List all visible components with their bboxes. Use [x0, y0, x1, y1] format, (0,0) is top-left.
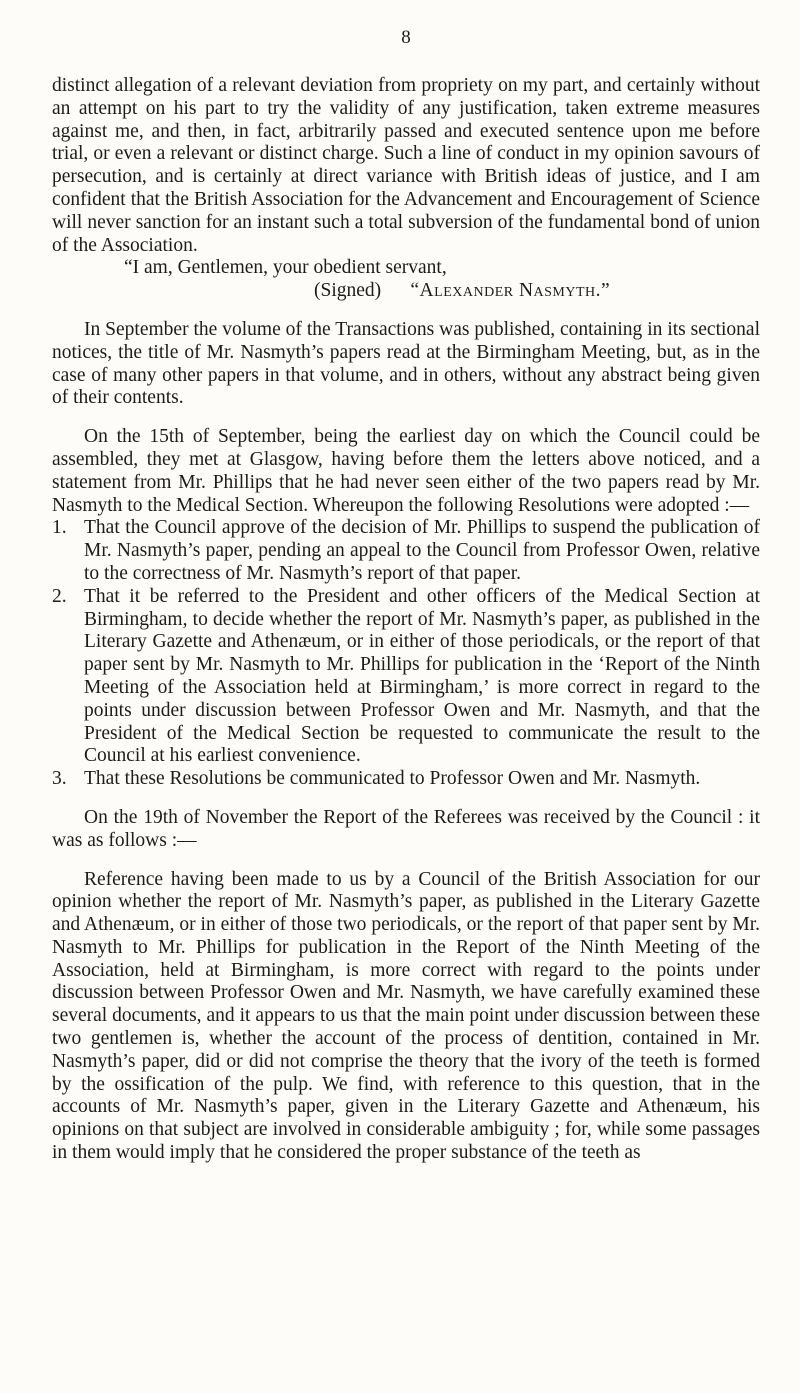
resolutions-list [52, 517, 760, 791]
letter-signature [314, 280, 760, 303]
resolution-item [52, 768, 760, 791]
signer-name: “Alexander Nasmyth.” [410, 280, 611, 302]
resolution-text: That it be referred to the President and other officers of the Medical Section at Birmingham, to decide whether the report of Mr. Nasmyth’s paper, as published in the Literary Gazette and Athenæum, or in either of those periodicals, or the report of that paper sent by Mr. Nasmyth to Mr. Phillips for publication in the ‘Report of the Ninth Meeting of the Association held at Birmingham,’ is more correct in regard to the points under discussion between Professor Owen and Mr. Nasmyth, and that the President of the Medical Section be requested to communicate the result to the Council at his earliest convenience. [84, 585, 760, 767]
referees-report-body: Reference having been made to us by a Council of the British Association for our opinion whether the report of Mr. Nasmyth’s paper, as published in the Literary Gazette and Athenæum, or in either of those two periodicals, or the report of that paper sent by Mr. Nasmyth to Mr. Phillips for publication in the Report of the Ninth Meeting of the Association, held at Birmingham, is more correct with regard to the points under discussion between Professor Owen and Mr. Nasmyth, we have carefully examined these several documents, and it appears to us that the main point under discussion between these two gentlemen is, whether the account of the process of dentition, contained in Mr. Nasmyth’s paper, did or did not comprise the theory that the ivory of the teeth is formed by the ossification of the pulp. We find, with reference to this question, that in the accounts of Mr. Nasmyth’s paper, given in the Literary Gazette and Athenæum, his opinions on that subject are involved in considerable ambiguity ; for, while some passages in them would imply that he considered the proper substance of the teeth as [52, 868, 760, 1164]
resolution-number: 2. [52, 585, 67, 607]
resolution-item [52, 517, 760, 585]
transactions-paragraph: In September the volume of the Transactions was published, containing in its sectional notices, the title of Mr. Nasmyth’s papers read at the Birmingham Meeting, but, as in the case of many other papers in that volume, and in others, without any abstract being given of their contents. [52, 318, 760, 409]
resolution-number: 3. [52, 768, 67, 790]
letter-closing: “I am, Gentlemen, your obedient servant, [124, 257, 447, 279]
resolution-item [52, 586, 760, 768]
resolution-number: 1. [52, 517, 67, 539]
signed-label: (Signed) [314, 280, 382, 302]
resolution-text: That these Resolutions be communicated to Professor Owen and Mr. Nasmyth. [84, 768, 701, 790]
resolution-text: That the Council approve of the decision of Mr. Phillips to suspend the publication of Mr. Nasmyth’s paper, pending an appeal to the Council from Professor Owen, relative to the correctness of Mr. Nasmyth’s report of that paper. [84, 517, 760, 584]
page-number: 8 [401, 27, 411, 48]
council-meeting-paragraph: On the 15th of September, being the earliest day on which the Council could be assembled, they met at Glasgow, having before them the letters above noticed, and a statement from Mr. Phillips that he had never seen either of the two papers read by Mr. Nasmyth to the Medical Section. Whereupon the following Resolutions were adopted :— [52, 426, 760, 516]
letter-body-paragraph: distinct allegation of a relevant deviation from propriety on my part, and certainly without an attempt on his part to try the validity of any justification, taken extreme measures against me, and then, in fact, arbitrarily passed and executed sentence upon me before trial, or even a relevant or distinct charge. Such a line of conduct in my opinion savours of persecution, and is certainly at direct variance with British ideas of justice, and I am confident that the British Association for the Advancement and Encouragement of Science will never sanction for an instant such a total subversion of the fundamental bond of union of the Association. [52, 75, 760, 256]
referees-report-intro: On the 19th of November the Report of the Referees was received by the Council : it was as follows :— [52, 806, 760, 851]
